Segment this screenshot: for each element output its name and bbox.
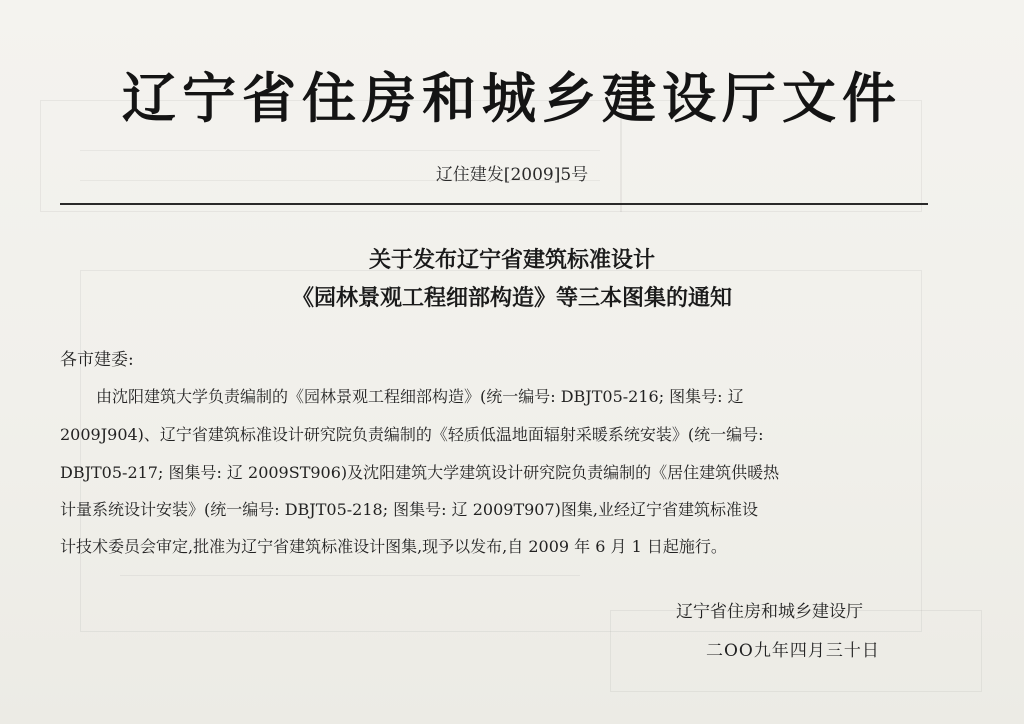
body-paragraph-line: 计量系统设计安装》(统一编号: DBJT05-218; 图集号: 辽 2009T907)图集,业经辽宁省建筑标准设 xyxy=(60,500,758,519)
body-paragraph-line: DBJT05-217; 图集号: 辽 2009ST906)及沈阳建筑大学建筑设计研究院负责编制的《居住建筑供暖热 xyxy=(60,463,780,482)
salutation: 各市建委: xyxy=(60,350,134,370)
header-divider xyxy=(60,203,928,205)
scan-artifact xyxy=(80,150,600,151)
issue-date: 二OO九年四月三十日 xyxy=(706,641,880,661)
document-number: 辽住建发[2009]5号 xyxy=(435,165,589,185)
notice-title-line2: 《园林景观工程细部构造》等三本图集的通知 xyxy=(291,285,732,311)
body-paragraph-line: 2009J904)、辽宁省建筑标准设计研究院负责编制的《轻质低温地面辐射采暖系统安装》(统一编号: xyxy=(60,425,764,444)
body-paragraph-line: 由沈阳建筑大学负责编制的《园林景观工程细部构造》(统一编号: DBJT05-216; 图集号: 辽 xyxy=(96,387,744,406)
notice-title-line1: 关于发布辽宁省建筑标准设计 xyxy=(368,247,655,273)
issuer-signature: 辽宁省住房和城乡建设厅 xyxy=(676,602,863,622)
scan-artifact xyxy=(80,270,922,632)
document-header-title: 辽宁省住房和城乡建设厅文件 xyxy=(122,66,902,130)
scan-artifact xyxy=(120,575,580,576)
body-paragraph-line: 计技术委员会审定,批准为辽宁省建筑标准设计图集,现予以发布,自 2009 年 6 月 1 日起施行。 xyxy=(60,537,727,556)
